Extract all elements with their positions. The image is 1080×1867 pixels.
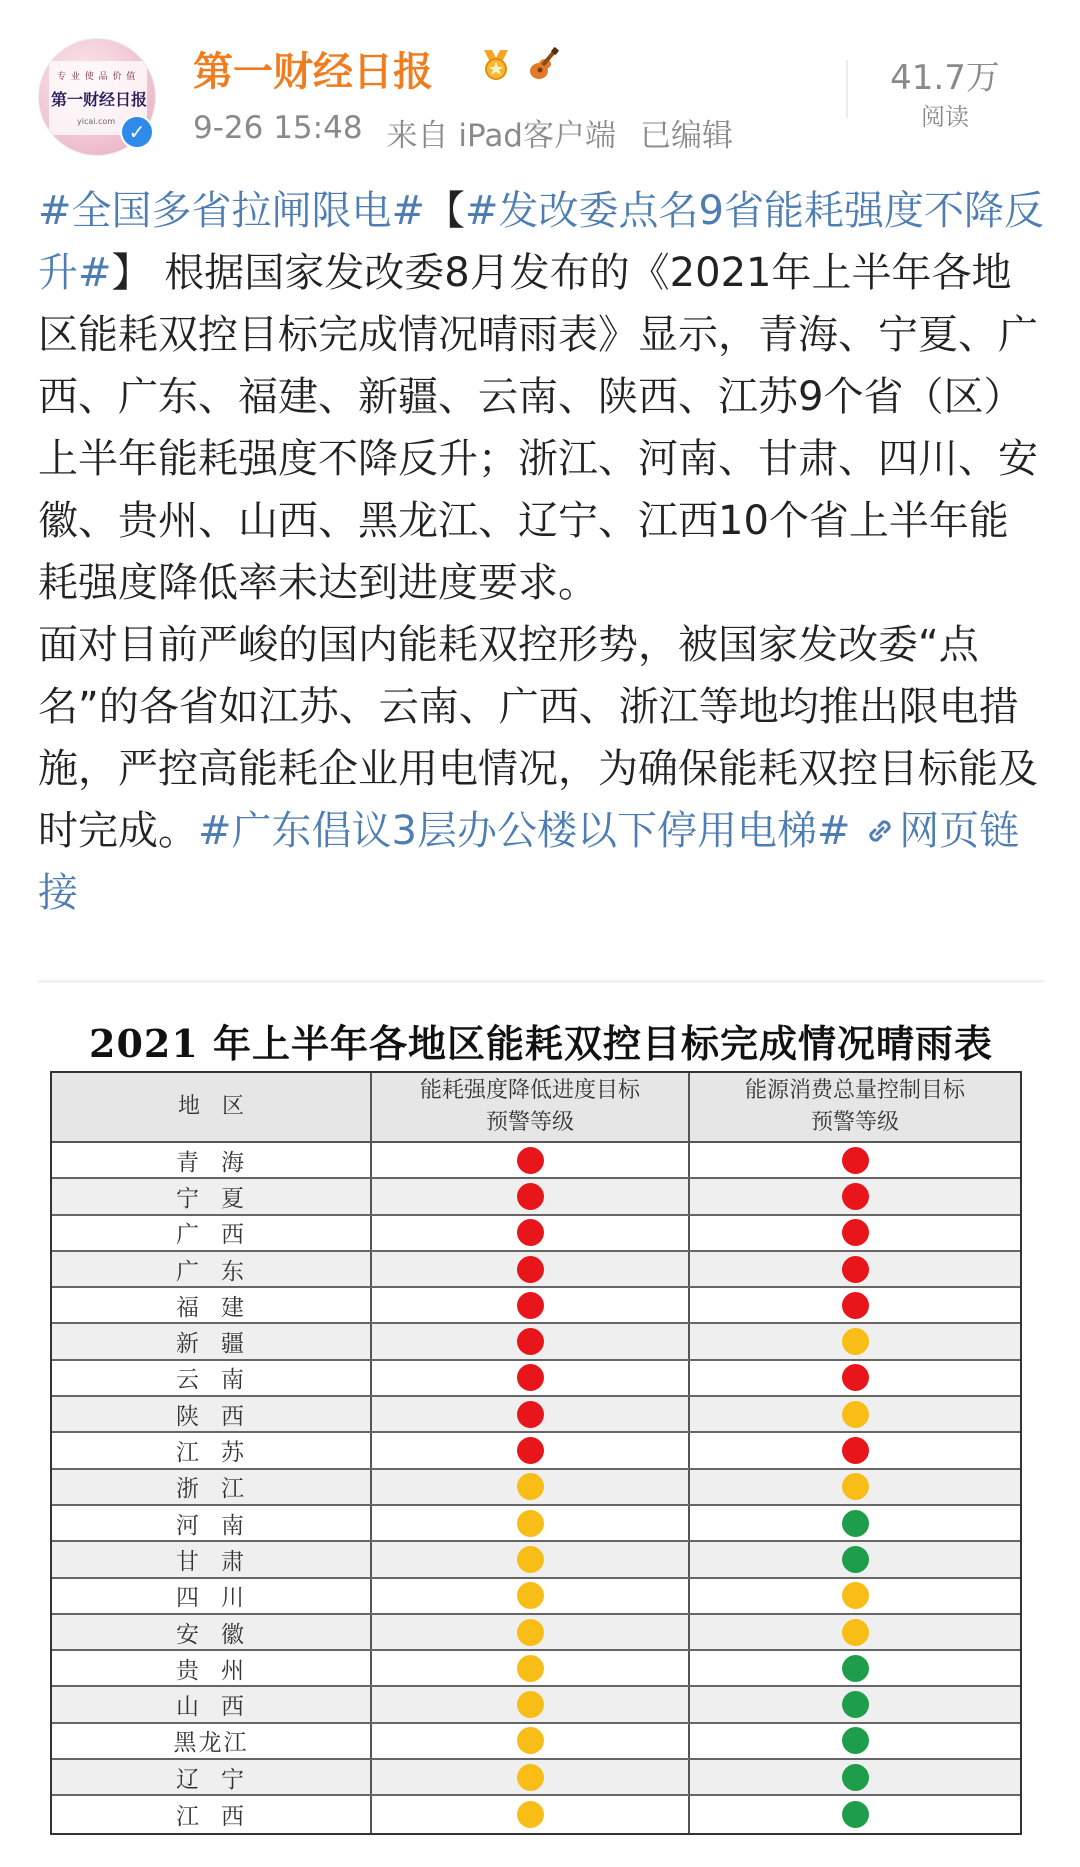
table-header	[52, 1073, 1020, 1143]
intensity-cell	[372, 1651, 690, 1685]
post-meta	[193, 110, 733, 155]
region-name: 黑龙江	[52, 1724, 372, 1758]
total-red-dot	[842, 1364, 869, 1391]
total-cell	[690, 1651, 1020, 1685]
region-name: 山西	[52, 1687, 372, 1721]
table-row	[52, 1687, 1020, 1723]
hashtag-link[interactable]: #广东倡议3层办公楼以下停用电梯#	[198, 808, 851, 854]
table-row	[52, 1760, 1020, 1796]
total-cell	[690, 1397, 1020, 1431]
table-row	[52, 1615, 1020, 1651]
intensity-yellow-dot	[517, 1619, 544, 1646]
guitar-icon[interactable]	[526, 46, 562, 82]
intensity-red-dot	[517, 1401, 544, 1428]
table-row	[52, 1288, 1020, 1324]
total-red-dot	[842, 1219, 869, 1246]
total-yellow-dot	[842, 1619, 869, 1646]
total-yellow-dot	[842, 1401, 869, 1428]
intensity-cell	[372, 1579, 690, 1613]
total-cell	[690, 1361, 1020, 1395]
region-name: 宁夏	[52, 1179, 372, 1213]
region-name: 安徽	[52, 1615, 372, 1649]
warning-table	[50, 1071, 1022, 1835]
region-name: 广西	[52, 1216, 372, 1250]
total-red-dot	[842, 1256, 869, 1283]
total-cell	[690, 1724, 1020, 1758]
col-header-intensity: 能耗强度降低进度目标 预警等级	[372, 1073, 690, 1141]
table-row	[52, 1579, 1020, 1615]
hashtag-link[interactable]: #发改委点名9省能耗强度不降反升#	[38, 188, 1044, 296]
link-icon	[863, 814, 897, 848]
post-image[interactable]	[38, 980, 1044, 1867]
table-row	[52, 1216, 1020, 1252]
total-cell	[690, 1470, 1020, 1504]
intensity-yellow-dot	[517, 1727, 544, 1754]
region-name: 河南	[52, 1506, 372, 1540]
total-cell	[690, 1542, 1020, 1576]
intensity-cell	[372, 1361, 690, 1395]
intensity-red-dot	[517, 1364, 544, 1391]
total-cell	[690, 1324, 1020, 1358]
total-cell	[690, 1252, 1020, 1286]
table-row	[52, 1179, 1020, 1215]
region-name: 江苏	[52, 1433, 372, 1467]
post-header	[0, 0, 1080, 160]
table-body	[52, 1143, 1020, 1833]
total-red-dot	[842, 1147, 869, 1174]
intensity-yellow-dot	[517, 1655, 544, 1682]
intensity-cell	[372, 1252, 690, 1286]
post-text	[38, 180, 1048, 924]
table-row	[52, 1433, 1020, 1469]
intensity-cell	[372, 1179, 690, 1213]
total-yellow-dot	[842, 1473, 869, 1500]
intensity-yellow-dot	[517, 1691, 544, 1718]
total-green-dot	[842, 1691, 869, 1718]
intensity-cell	[372, 1324, 690, 1358]
intensity-red-dot	[517, 1328, 544, 1355]
total-cell	[690, 1796, 1020, 1832]
intensity-cell	[372, 1143, 690, 1177]
table-row	[52, 1361, 1020, 1397]
intensity-cell	[372, 1796, 690, 1832]
total-cell	[690, 1615, 1020, 1649]
web-link-label: 网页链接	[38, 808, 1020, 916]
table-row	[52, 1324, 1020, 1360]
intensity-red-dot	[517, 1256, 544, 1283]
col-header-region: 地 区	[52, 1073, 372, 1141]
region-name: 浙江	[52, 1470, 372, 1504]
total-yellow-dot	[842, 1328, 869, 1355]
total-green-dot	[842, 1655, 869, 1682]
intensity-cell	[372, 1615, 690, 1649]
image-title: 2021 年上半年各地区能耗双控目标完成情况晴雨表	[89, 1021, 993, 1066]
region-name: 甘肃	[52, 1542, 372, 1576]
intensity-cell	[372, 1433, 690, 1467]
post-body-text: 面对目前严峻的国内能耗双控形势，被国家发改委“点名”的各省如江苏、云南、广西、浙江等地均推出限电措施，严控高能耗企业用电情况，为确保能耗双控目标能及时完成。	[38, 622, 1038, 854]
total-red-dot	[842, 1183, 869, 1210]
post-timestamp: 9-26 15:48	[193, 110, 363, 146]
region-name: 新疆	[52, 1324, 372, 1358]
intensity-red-dot	[517, 1219, 544, 1246]
username[interactable]: 第一财经日报	[193, 49, 433, 95]
total-green-dot	[842, 1727, 869, 1754]
region-name: 四川	[52, 1579, 372, 1613]
avatar-logo-text: 第一财经日报	[51, 90, 148, 109]
total-green-dot	[842, 1546, 869, 1573]
bracket-close: 】	[111, 250, 152, 296]
post-body-text: 根据国家发改委8月发布的《2021年上半年各地区能耗双控目标完成情况晴雨表》显示，青海、宁夏、广西、广东、福建、新疆、云南、陕西、江苏9个省（区）上半年能耗强度不降反升；浙江、河南、甘肃、四川、安徽、贵州、山西、黑龙江、辽宁、江西10个省上半年能耗强度降低率未达到进度要求。	[38, 250, 1038, 606]
region-name: 广东	[52, 1252, 372, 1286]
table-row	[52, 1724, 1020, 1760]
view-count-label: 阅读	[921, 103, 969, 131]
region-name: 江西	[52, 1796, 372, 1832]
table-row	[52, 1143, 1020, 1179]
intensity-yellow-dot	[517, 1546, 544, 1573]
table-row	[52, 1252, 1020, 1288]
total-cell	[690, 1579, 1020, 1613]
divider	[846, 60, 848, 118]
total-cell	[690, 1760, 1020, 1794]
post-paragraph-2	[38, 614, 1048, 924]
verified-icon: ✓	[120, 115, 154, 149]
total-cell	[690, 1288, 1020, 1322]
region-name: 云南	[52, 1361, 372, 1395]
intensity-cell	[372, 1506, 690, 1540]
table-row	[52, 1506, 1020, 1542]
intensity-cell	[372, 1724, 690, 1758]
total-red-dot	[842, 1437, 869, 1464]
intensity-cell	[372, 1397, 690, 1431]
view-count-value: 41.7万	[890, 58, 1000, 98]
table-row	[52, 1397, 1020, 1433]
intensity-cell	[372, 1542, 690, 1576]
intensity-red-dot	[517, 1292, 544, 1319]
total-cell	[690, 1687, 1020, 1721]
bracket-open: 【	[425, 188, 466, 234]
table-row	[52, 1796, 1020, 1832]
total-green-dot	[842, 1764, 869, 1791]
total-cell	[690, 1506, 1020, 1540]
intensity-yellow-dot	[517, 1764, 544, 1791]
intensity-yellow-dot	[517, 1510, 544, 1537]
total-green-dot	[842, 1801, 869, 1828]
region-name: 陕西	[52, 1397, 372, 1431]
intensity-yellow-dot	[517, 1582, 544, 1609]
total-cell	[690, 1179, 1020, 1213]
edited-label[interactable]: 已编辑	[640, 118, 733, 154]
avatar-url-text: yicai.com	[77, 117, 116, 126]
post-paragraph-1	[38, 180, 1048, 614]
post-source: 来自 iPad客户端	[386, 118, 616, 154]
region-name: 贵州	[52, 1651, 372, 1685]
intensity-red-dot	[517, 1437, 544, 1464]
medal-icon[interactable]	[478, 46, 514, 82]
intensity-yellow-dot	[517, 1473, 544, 1500]
region-name: 福建	[52, 1288, 372, 1322]
intensity-cell	[372, 1470, 690, 1504]
total-yellow-dot	[842, 1582, 869, 1609]
region-name: 青海	[52, 1143, 372, 1177]
intensity-cell	[372, 1216, 690, 1250]
intensity-cell	[372, 1687, 690, 1721]
total-green-dot	[842, 1510, 869, 1537]
view-count	[880, 50, 1010, 132]
intensity-cell	[372, 1288, 690, 1322]
table-row	[52, 1651, 1020, 1687]
total-cell	[690, 1143, 1020, 1177]
intensity-yellow-dot	[517, 1801, 544, 1828]
intensity-red-dot	[517, 1183, 544, 1210]
total-cell	[690, 1216, 1020, 1250]
region-name: 辽宁	[52, 1760, 372, 1794]
table-row	[52, 1470, 1020, 1506]
intensity-red-dot	[517, 1147, 544, 1174]
avatar-slogan: 专 业 使 品 价 值	[57, 72, 137, 82]
col-header-total: 能源消费总量控制目标 预警等级	[744, 1078, 965, 1135]
total-cell	[690, 1433, 1020, 1467]
intensity-cell	[372, 1760, 690, 1794]
hashtag-link[interactable]: #全国多省拉闸限电#	[38, 188, 426, 234]
table-row	[52, 1542, 1020, 1578]
total-red-dot	[842, 1292, 869, 1319]
